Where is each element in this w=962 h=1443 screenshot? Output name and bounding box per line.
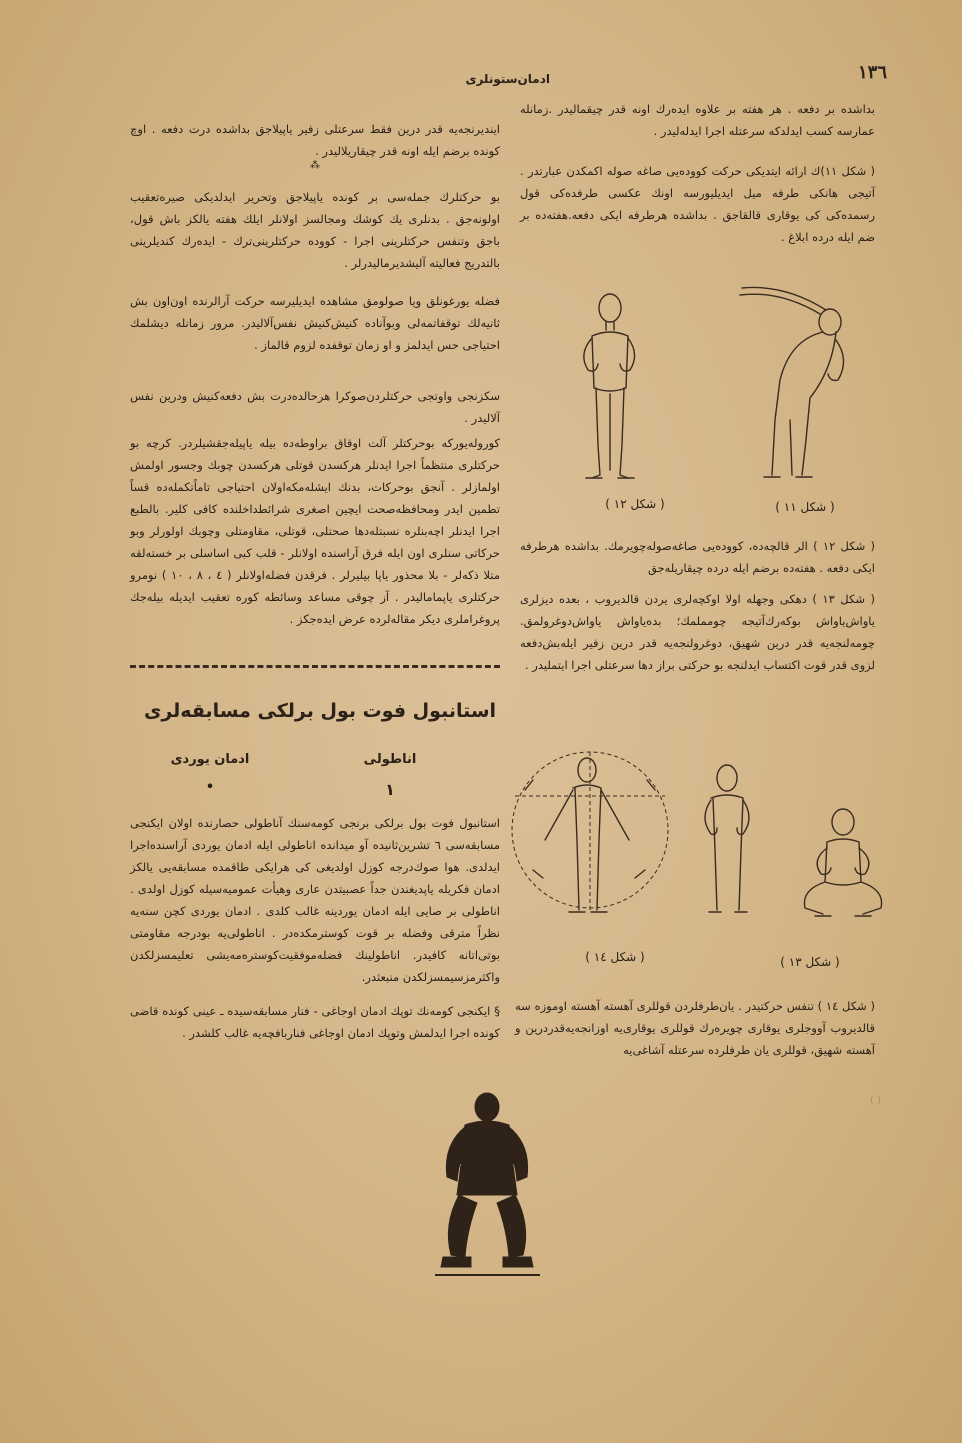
right-paragraph-1: بداشده بر دفعه . هر هفته بر علاوه ایده‌رك اونه قدر چیقمالیدر .زمانله عمارسه کسب ایدلدکه سرعتله اجرا ایدله‌لیدر . (520, 102, 875, 138)
left-paragraph-5: کوروله‌یورکه بوحرکتلر آلت اوقاق براوطه‌ده بیله یاپیله‌جقشیلردر. کرچه بو حرکتلری منتظماً اجرا ایدنلر هرکسدن قوتلی هرکسدن چوبك وجسور اولمش اولمازلر . آنجق بوحرکات، بدنك ایشله‌مکه‌اولان احتیاجی تاماًتکمله‌ده قساً تطمین ایدر ومحافظه‌صحت ایچین اصغری شرائطداخلنده کافی کلیر. بالطبع اجرا ایدنلر اچه‌بنلره نسبتله‌دها صحتلی، قوتلی، مقاومتلی وچوبك اولورلر وبو حرکاتی سنلری اون ایله فرق آراسنده اولانلر - قلب کبی اساسلی بر خسته‌لقه متلا ذکه‌لر - بلا محذور یاپا بیلیرلر . فرقدن فضله‌اولانلر ( ٤ ، ٨ ، ١٠ ) نومرو حرکتلری یاپمامالیدر . آز چوقی مساعد وسائطه کوره تعقیب ایدیله بیله‌جك پروغراملری دیکر مقاله‌لرده عرض ایده‌جکز . (130, 436, 500, 626)
right-paragraph-2: ( شکل ١١)ك ارائه ایتدیکی حرکت کووده‌یی صاغه صوله اکمکدن عبارتدر . آتیجی هانکی طرفه میل ایدیلیورسه اونك عکسی طرفده‌کی قول رسمده‌کی کی یوقاری قالقاجق . بداشده هرطرفه ایکی دفعه.هفته‌ده بر ضم ایله درده ابلاغ . (520, 164, 875, 244)
match-section-title: استانبول فوت بول برلکی مسابقه‌لری (143, 700, 497, 722)
caption-figure-14: ( شکل ١٤ ) (585, 950, 645, 964)
caption-figure-12: ( شکل ١٢ ) (605, 497, 665, 511)
left-paragraph-1: ایندیرنجه‌یه قدر درین فقط سرعتلی زفیر یاپیلاجق بداشده درت دفعه . اوچ کونده برضم ایله اونه قدر چیقاریلالیدر . (130, 122, 500, 158)
caption-figure-11: ( شکل ١١ ) (775, 500, 835, 514)
figure-13-standing-drawing (705, 765, 749, 912)
page-number: ١٣٦ (858, 62, 888, 83)
wrestler-illustration (425, 1085, 550, 1285)
figure-14-drawing (512, 752, 668, 912)
figure-13-14-illustration (505, 710, 885, 945)
match-paragraph-2: § ایکنجی کومه‌نك توپك ادمان اوجاغی - فنار مسابقه‌سیده ـ عینی کونده قاضی کونده اجرا ایدلمش وتوپك ادمان اوجاغی فنار‌بافچه‌یه غالب کلشدر . (130, 1004, 500, 1040)
team-left-name: ادمان یوردی (170, 752, 250, 767)
team-right-name: اناطولی (363, 752, 417, 767)
library-stamp: ( ) (870, 1095, 881, 1106)
left-paragraph-3: فضله یورغونلق ویا صولومق مشاهده ایدیلیرسه حرکت آرالرنده اون‌اون بش ثانیه‌لك توقفاتمه‌لی وبوآناده کنیش‌کنیش نفس‌آلالیدر. مرور زمانله دیشلمك احتیاجی حس ایدلمز و او زمان توقفده لزوم قالماز . (130, 294, 500, 352)
section-divider (130, 665, 500, 668)
left-paragraph-2: بو حرکتلرك جمله‌سی بر کونده یاپیلاجق وتحریر ایدلدیکی صیره‌تعقیب اولونه‌جق . بدنلری یك کوشك ومجالسز اولانلر ایلك هفته یالکز باش قول، باجق وتنفس حرکتلرینی اجرا - کووده حرکتلرینی‌ترك - ایده‌رك کندیلرینی بالتدریج فعالیته آلیشدیرمالیدرلر . (130, 190, 500, 270)
right-paragraph-5: ( شکل ١٤ ) تنفس حرکتیدر . یان‌طرفلردن قوللری آهسته آهسته اوموزه سه قالدیروب آووجلری یوقاری چویره‌رك قوللری یوقاری‌یه اوزانجه‌یه‌قدردرین و آهسته شهیق، قوللری یان طرفلرده سرعتله آشاغی‌یه (515, 999, 875, 1057)
figure-11-12-illustration (540, 270, 880, 495)
match-paragraph-1: استانبول فوت بول برلکی برنجی کومه‌سنك آناطولی حصارنده اولان ایکنجی مسابقه‌سی ٦ تشرین‌ثانیده آو میدانده اناطولی ایله ادمان یوردی آراسنده‌اجرا ایدلدی. هوا صوك‌درجه کوزل اولدیغی کی‌ هرایکی طاقمده مسابقه‌یی یالکز ادمان فکریله یاپدیغندن جداً عصبیتدن عاری وهیأت عمومیه‌سیله کوزل اولدی . اناطولی بر صایی ایله ادمان یوردینه غالب کلدی . ادمان یوردی کچن سنه‌یه نظراً مترقی وفضله بر قوت کوستر‌مکده‌در . اناطولی‌یه بودرجه مقاومتی بوتی‌اتانه کافیدر. اناطولینك فضله‌موفقیت‌کوستره‌مه‌یشی تعلیمسزلکدن واکثرمزسیمسزلکدن منبعثدر. (130, 816, 501, 984)
team-right-score: ١ (385, 780, 395, 799)
running-title: ادمان‌ستونلری (465, 72, 550, 86)
left-paragraph-4: سکزنجی واوتجی حرکتلردن‌صوکرا هرحالده‌درت بش دفعه‌کنیش ودرین نفس آلالیدر . (130, 389, 500, 425)
right-paragraph-3: ( شکل ١٢ ) الر قالچه‌ده، کووده‌یی صاغه‌صوله‌چویرمك. بداشده هرطرفه ایکی دفعه . هفته‌ده برضم ایله درده چیقاریله‌جق (520, 539, 875, 575)
figure-12-drawing (584, 294, 635, 478)
right-paragraph-4: ( شکل ١٣ ) دهکی وجهله اولا اوکچه‌لری یردن قالدیروب ، بعده دیزلری یاواش‌یاواش بوکه‌رك‌آتیجه چومملمك؛ بده‌یاواش یاواش‌دوغرولمق. چومه‌لنجه‌یه قدر درین شهیق، دوغرولنجه‌یه قدر درین زفیر ایله‌بش‌دفعه لزوی قدر قوت اکتساب ایدلنجه بو حرکتی براز دها سرعتلی اجرا ایتملیدر . (520, 592, 876, 672)
figure-11-drawing (740, 287, 844, 477)
section-separator: ⁂ (310, 160, 320, 171)
figure-13-squatting-drawing (804, 809, 881, 916)
caption-figure-13: ( شکل ١٣ ) (780, 955, 840, 969)
team-left-score: • (205, 780, 215, 795)
